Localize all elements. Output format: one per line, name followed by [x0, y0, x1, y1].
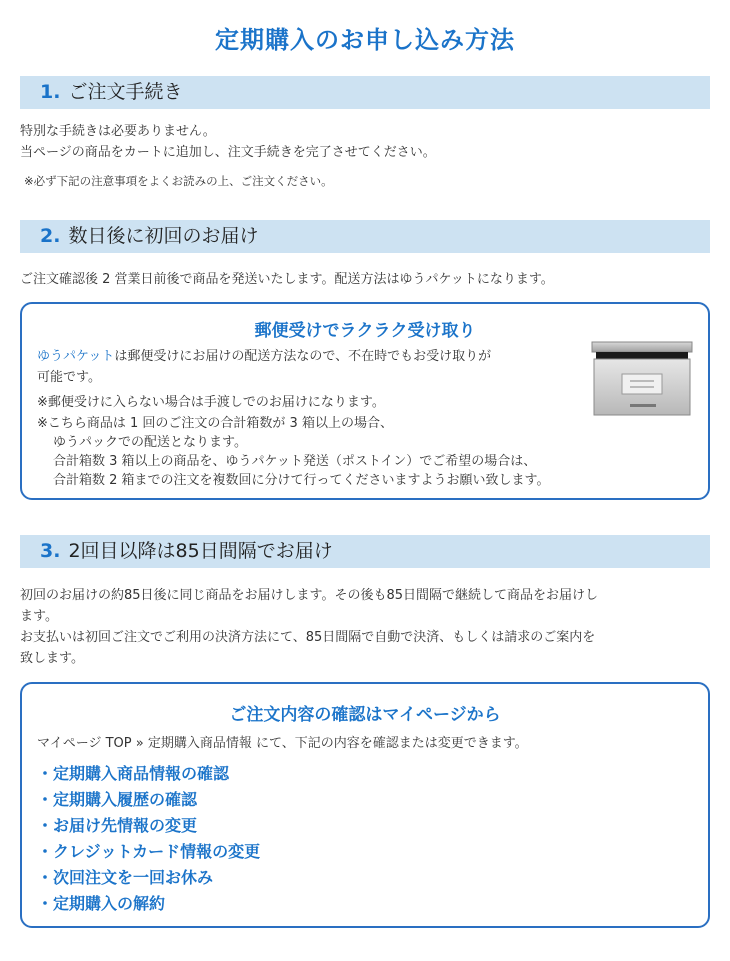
section1-line2: 当ページの商品をカートに追加し、注文手続きを完了させてください。: [20, 145, 436, 160]
section3-line3: お支払いは初回ご注文でご利用の決済方法にて、85日間隔で自動で決済、もしくは請求のご案内を: [20, 630, 596, 645]
box-paragraph-text: は郵便受けにお届けの配送方法なので、不在時でもお受け取りが: [114, 349, 492, 364]
box-paragraph: [37, 346, 491, 367]
mypage-intro: マイページ TOP » 定期購入商品情報 にて、下記の内容を確認または変更できます。: [37, 736, 528, 751]
section3-line2: ます。: [20, 609, 58, 624]
box-note1: ※郵便受けに入らない場合は手渡しでのお届けになります。: [37, 395, 385, 410]
section1-line1: 特別な手続きは必要ありません。: [20, 124, 216, 139]
section-heading-text: 2回目以降は85日間隔でお届け: [68, 540, 333, 562]
list-item: ・クレジットカード情報の変更: [37, 842, 261, 861]
mypage-box: [20, 682, 710, 928]
box-paragraph-line2: 可能です。: [37, 370, 101, 385]
list-item: ・定期購入履歴の確認: [37, 790, 198, 809]
box-title: ご注文内容の確認はマイページから: [229, 705, 501, 725]
list-item: ・定期購入の解約: [37, 894, 166, 913]
section-number: 2.: [40, 225, 61, 247]
section-heading-delivery: [20, 220, 710, 253]
section3-line4: 致します。: [20, 651, 84, 666]
section-heading-interval: [20, 535, 710, 568]
list-item: ・定期購入商品情報の確認: [37, 764, 230, 783]
list-item: ・お届け先情報の変更: [37, 816, 198, 835]
box-note2-line3: 合計箱数 3 箱以上の商品を、ゆうパケット発送（ポストイン）でご希望の場合は、: [53, 454, 537, 469]
section-heading-order: [20, 76, 710, 109]
page-title: 定期購入のお申し込み方法: [215, 26, 515, 54]
list-item: ・次回注文を一回お休み: [37, 868, 214, 887]
mailbox-delivery-box: [20, 302, 710, 500]
section-number: 3.: [40, 540, 61, 562]
section2-line1: ご注文確認後 2 営業日前後で商品を発送いたします。配送方法はゆうパケットになります。: [20, 272, 554, 287]
mailbox-icon: [590, 340, 694, 422]
section3-line1: 初回のお届けの約85日後に同じ商品をお届けします。その後も85日間隔で継続して商品をお届けし: [20, 588, 599, 603]
box-note2-line1: ※こちら商品は 1 回のご注文の合計箱数が 3 箱以上の場合、: [37, 416, 393, 431]
section-heading-text: ご注文手続き: [68, 81, 183, 103]
box-note2-line4: 合計箱数 2 箱までの注文を複数回に分けて行ってくださいますようお願い致します。: [53, 473, 550, 488]
box-note2-line2: ゆうパックでの配送となります。: [53, 435, 247, 450]
section1-note: ※必ず下記の注意事項をよくお読みの上、ご注文ください。: [24, 174, 333, 188]
section-heading-text: 数日後に初回のお届け: [68, 225, 259, 247]
box-title: 郵便受けでラクラク受け取り: [254, 321, 476, 341]
yu-packet-link[interactable]: ゆうパケット: [37, 349, 115, 364]
section-number: 1.: [40, 81, 61, 103]
